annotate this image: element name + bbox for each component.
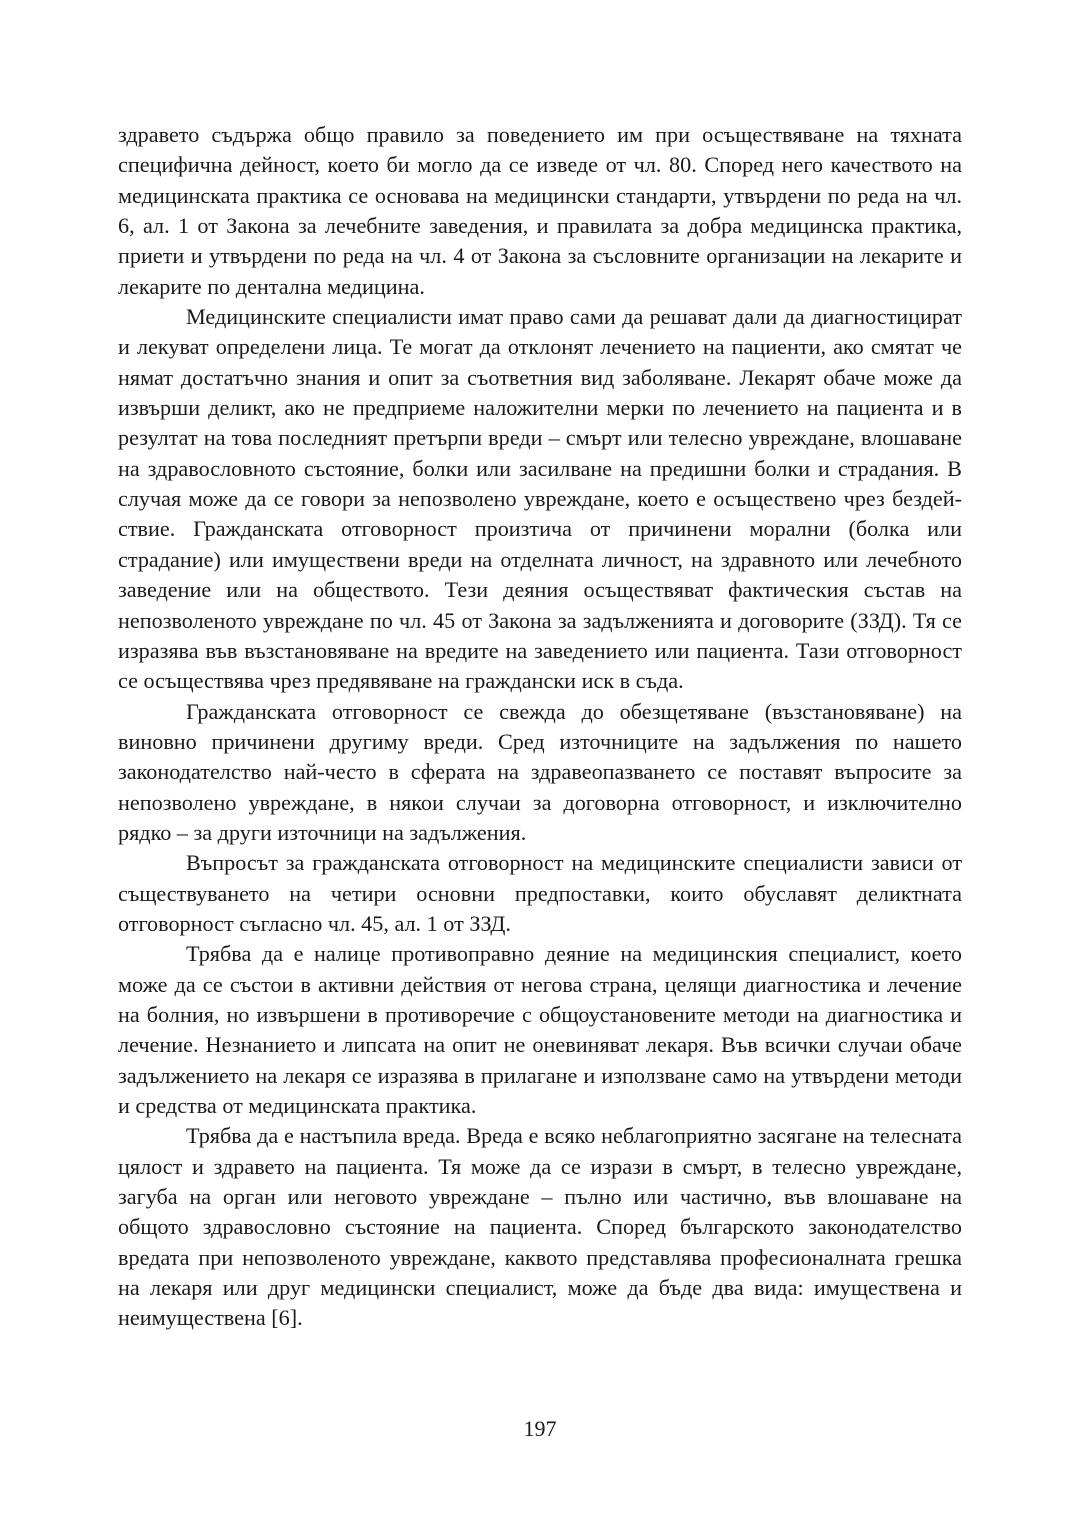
paragraph-4: Въпросът за гражданската отговорност на медицинските специалисти зависи от съществуването на четири основни предпоставки, които обуславят деликтната отговорност съгласно чл. 45, ал. 1 от ЗЗД.: [118, 850, 962, 936]
paragraph-2: Медицинските специалисти имат право сами да решават дали да диагностицират и лекуват определени лица. Те могат да отклонят лечението на пациенти, ако смятат че нямат достатъчно знания и опит за съответния вид заболяване. Лекарят обаче може да извърши деликт, ако не предприеме наложителни мерки по лечението на пациента и в резултат на това последният претърпи вреди – смърт или телесно увреждане, влошаване на здравословното състояние, болки или засилване на предишни болки и страдания. В случая може да се говори за непозволено увреждане, което е осъществено чрез бездействие. Гражданската отговорност произтича от причинени морални (болка или страдание) или имуществени вреди на отделната личност, на здравното или лечебното заведение или на обществото. Тези деяния осъществяват фактическия състав на непозволеното увреждане по чл. 45 от Закона за задълженията и договорите (ЗЗД). Тя се изразява във възстановяване на вредите на заведението или пациента. Тази отговорност се осъществява чрез предявяване на граждански иск в съда.: [118, 304, 962, 694]
body-text: [118, 120, 962, 1334]
paragraph-5: Трябва да е налице противоправно деяние на медицинския специалист, което може да се състои в активни действия от негова страна, целящи диагностика и лечение на болния, но извършени в противоречие с общоустановените методи на диагностика и лечение. Незнанието и липсата на опит не оневиняват лекаря. Във всички случаи обаче задължението на лекаря се изразява в прилагане и използване само на утвърдени методи и средства от медицинската практика.: [118, 941, 962, 1118]
paragraph-6: Трябва да е настъпила вреда. Вреда е всяко неблагоприятно засягане на телесната цялост и здравето на пациента. Тя може да се изрази в смърт, в телесно увреждане, загуба на орган или неговото увреждане – пълно или частично, във влошаване на общото здравословно състояние на пациента. Според българското законодателство вредата при непозволеното увреждане, каквото представлява професионалната грешка на лекаря или друг медицински специалист, може да бъде два вида: имуществена и неимуществена [6].: [118, 1123, 962, 1331]
page-number: 197: [523, 1416, 557, 1441]
paragraph-1: здравето съдържа общо правило за поведението им при осъществяване на тяхната специфична дейност, което би могло да се изведе от чл. 80. Според него качеството на медицинската практика се основава на медицински стандарти, утвърдени по реда на чл. 6, ал. 1 от Закона за лечебните заведения, и правилата за добра медицинска практика, приети и утвърдени по реда на чл. 4 от Закона за съсловните организации на лекарите и лекарите по дентална медицина.: [118, 122, 962, 299]
paragraph-3: Гражданската отговорност се свежда до обезщетяване (възстановяване) на виновно причинени другиму вреди. Сред източниците на задължения по нашето законодателство най-често в сферата на здравеопазването се поставят въпросите за непозволено увреждане, в някои случаи за договорна отговорност, и изключително рядко – за други източници на задължения.: [118, 698, 962, 845]
